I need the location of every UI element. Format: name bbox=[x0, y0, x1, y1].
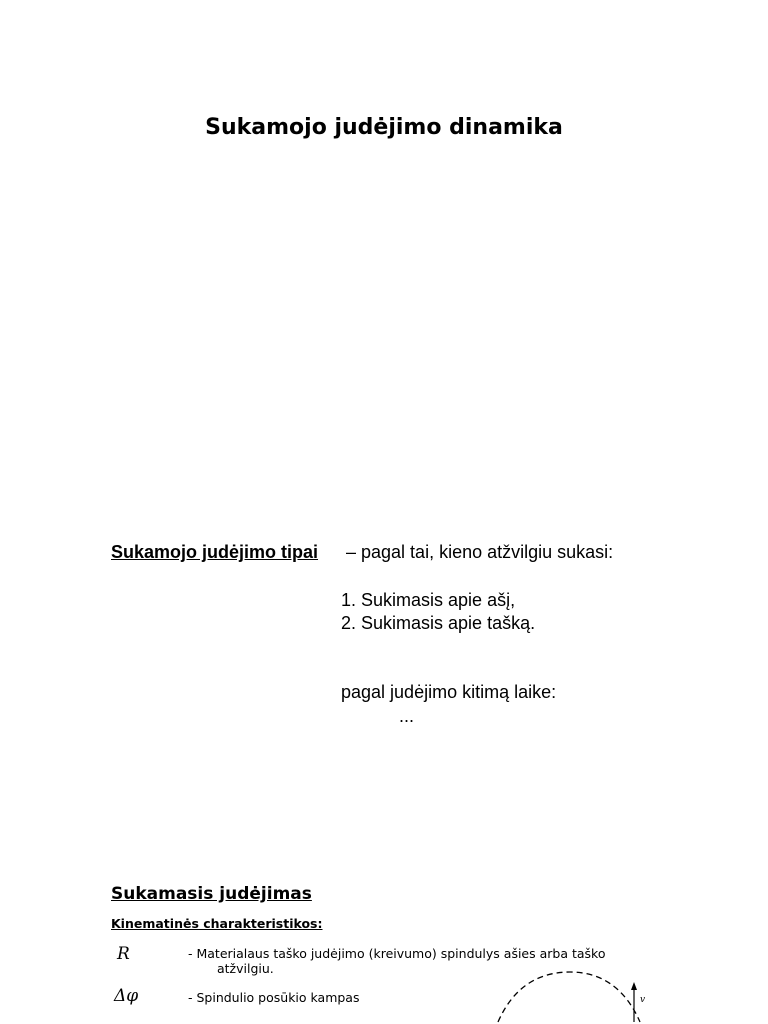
kinematics-heading: Kinematinės charakteristikos: bbox=[111, 916, 323, 931]
types-list-item-axis: 1. Sukimasis apie ašį, bbox=[341, 590, 516, 610]
rotation-figure bbox=[480, 960, 660, 1024]
types-heading: Sukamojo judėjimo tipai bbox=[111, 542, 319, 562]
time-change-text: pagal judėjimo kitimą laike: bbox=[341, 682, 557, 702]
ellipsis-text: ... bbox=[399, 706, 415, 726]
types-list-item-point: 2. Sukimasis apie tašką. bbox=[341, 613, 536, 633]
radius-description-line2: atžvilgiu. bbox=[217, 961, 274, 976]
radius-description-line1: - Materialaus taško judėjimo (kreivumo) spindulys ašies arba taško bbox=[188, 946, 606, 961]
angle-symbol: Δφ bbox=[114, 986, 139, 1006]
trajectory-arc bbox=[498, 972, 640, 1022]
angle-description: - Spindulio posūkio kampas bbox=[188, 990, 360, 1005]
page-title: Sukamojo judėjimo dinamika bbox=[205, 115, 563, 140]
radius-symbol: R bbox=[117, 944, 130, 964]
types-description: – pagal tai, kieno atžvilgiu sukasi: bbox=[346, 542, 614, 562]
rotational-motion-heading: Sukamasis judėjimas bbox=[111, 884, 312, 904]
velocity-label: v bbox=[640, 995, 646, 1005]
velocity-arrow-head bbox=[631, 982, 637, 990]
